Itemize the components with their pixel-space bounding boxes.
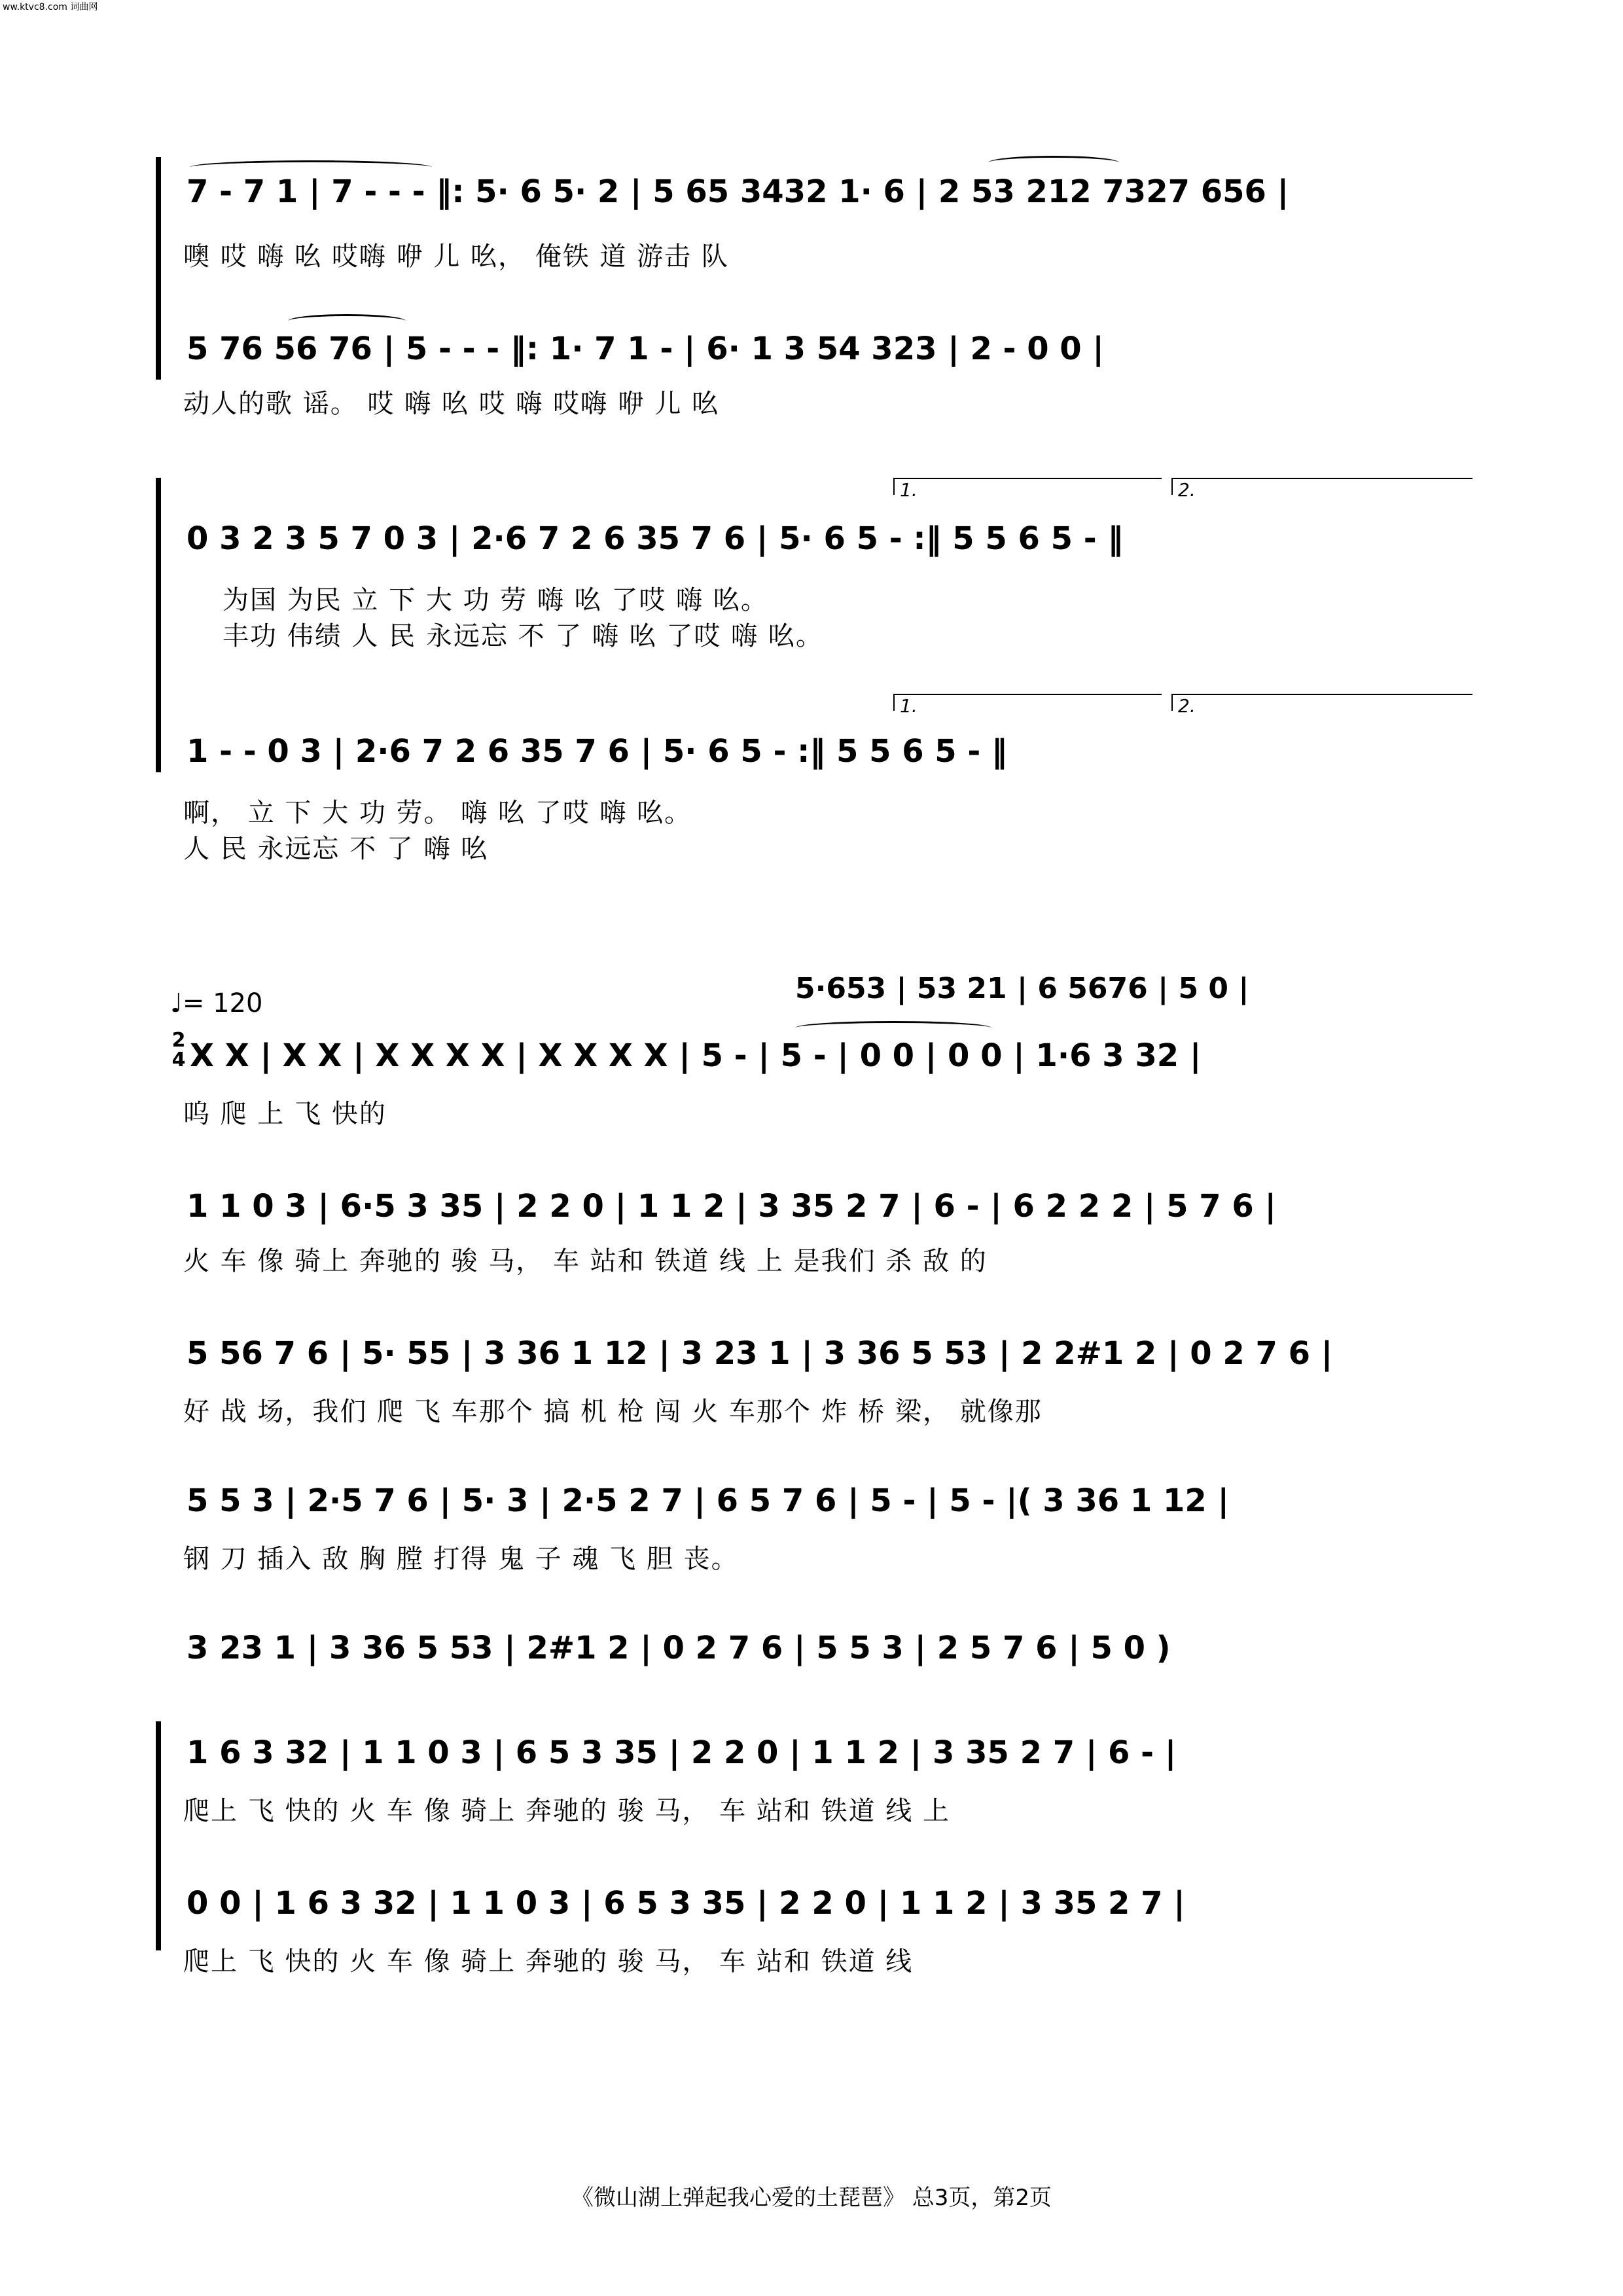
volta-first: 1. (893, 694, 1162, 711)
notation-line: 5 56 7 6 | 5· 55 | 3 36 1 12 | 3 23 1 | 3 36 5 53 | 2 2#1 2 | 0 2 7 6 | (187, 1335, 1333, 1372)
lyric-line: 火 车 像 骑上 奔驰的 骏 马， 车 站和 铁道 线 上 是我们 杀 敌 的 (183, 1246, 988, 1276)
lyric-line: 爬上 飞 快的 火 车 像 骑上 奔驰的 骏 马， 车 站和 铁道 线 上 (183, 1796, 951, 1826)
tempo-mark: ♩= 120 (170, 988, 263, 1018)
notation-line: 1 1 0 3 | 6·5 3 35 | 2 2 0 | 1 1 2 | 3 35 2 7 | 6 - | 6 2 2 2 | 5 7 6 | (187, 1188, 1277, 1225)
time-signature-bottom: 4 (171, 1049, 186, 1071)
lyric-line: 呜 爬 上 飞 快的 (183, 1099, 387, 1129)
lyric-line: 人 民 永远忘 不 了 嗨 吆 (183, 834, 489, 864)
system-brace-3 (156, 1721, 175, 1950)
notation-line: 1 - - 0 3 | 2·6 7 2 6 35 7 6 | 5· 6 5 - :‖ 5 5 6 5 - ‖ (187, 733, 1008, 770)
system-brace-2 (156, 478, 175, 772)
notation-line: X X | X X | X X X X | X X X X | 5 - | 5 - | 0 0 | 0 0 | 1·6 3 32 | (190, 1037, 1202, 1074)
lyric-line: 噢 哎 嗨 吆 哎嗨 咿 儿 吆， 俺铁 道 游击 队 (183, 242, 729, 272)
notation-line: 1 6 3 32 | 1 1 0 3 | 6 5 3 35 | 2 2 0 | 1 1 2 | 3 35 2 7 | 6 - | (187, 1734, 1177, 1771)
volta-first: 1. (893, 478, 1162, 495)
site-header: ww.ktvc8.com 词曲网 (3, 2, 98, 12)
page-footer: 《微山湖上弹起我心爱的土琵琶》 总3页，第2页 (571, 2185, 1052, 2211)
notation-line: 3 23 1 | 3 36 5 53 | 2#1 2 | 0 2 7 6 | 5 5 3 | 2 5 7 6 | 5 0 ) (187, 1630, 1171, 1666)
time-signature-top: 2 (171, 1029, 186, 1052)
volta-second: 2. (1171, 478, 1472, 495)
volta-second: 2. (1171, 694, 1472, 711)
time-signature (169, 1031, 188, 1070)
slur (988, 156, 1119, 170)
lyric-line: 好 战 场，我们 爬 飞 车那个 搞 机 枪 闯 火 车那个 炸 桥 梁， 就像那 (183, 1397, 1043, 1427)
lyric-line: 爬上 飞 快的 火 车 像 骑上 奔驰的 骏 马， 车 站和 铁道 线 (183, 1946, 914, 1977)
slur (190, 160, 432, 174)
lyric-line: 为国 为民 立 下 大 功 劳 嗨 吆 了哎 嗨 吆。 (223, 585, 768, 615)
lyric-line: 丰功 伟绩 人 民 永远忘 不 了 嗨 吆 了哎 嗨 吆。 (223, 621, 823, 651)
notation-line: 5 76 56 76 | 5 - - - ‖: 1· 7 1 - | 6· 1 3 54 323 | 2 - 0 0 | (187, 331, 1104, 367)
notation-line: 0 3 2 3 5 7 0 3 | 2·6 7 2 6 35 7 6 | 5· 6 5 - :‖ 5 5 6 5 - ‖ (187, 520, 1124, 557)
notation-line: 5 5 3 | 2·5 7 6 | 5· 3 | 2·5 2 7 | 6 5 7 6 | 5 - | 5 - |( 3 36 1 12 | (187, 1482, 1230, 1519)
lyric-line: 钢 刀 插入 敌 胸 膛 打得 鬼 子 魂 飞 胆 丧。 (183, 1544, 739, 1574)
system-brace-1 (156, 157, 175, 380)
notation-line: 7 - 7 1 | 7 - - - ‖: 5· 6 5· 2 | 5 65 3432 1· 6 | 2 53 212 7327 656 | (187, 173, 1289, 210)
slur (288, 314, 406, 328)
upper-voice-line: 5·653 | 53 21 | 6 5676 | 5 0 | (795, 972, 1249, 1005)
notation-line: 0 0 | 1 6 3 32 | 1 1 0 3 | 6 5 3 35 | 2 2 0 | 1 1 2 | 3 35 2 7 | (187, 1885, 1185, 1922)
slur (795, 1021, 991, 1035)
lyric-line: 啊， 立 下 大 功 劳。 嗨 吆 了哎 嗨 吆。 (183, 798, 692, 828)
lyric-line: 动人的歌 谣。 哎 嗨 吆 哎 嗨 哎嗨 咿 儿 吆 (183, 389, 720, 419)
